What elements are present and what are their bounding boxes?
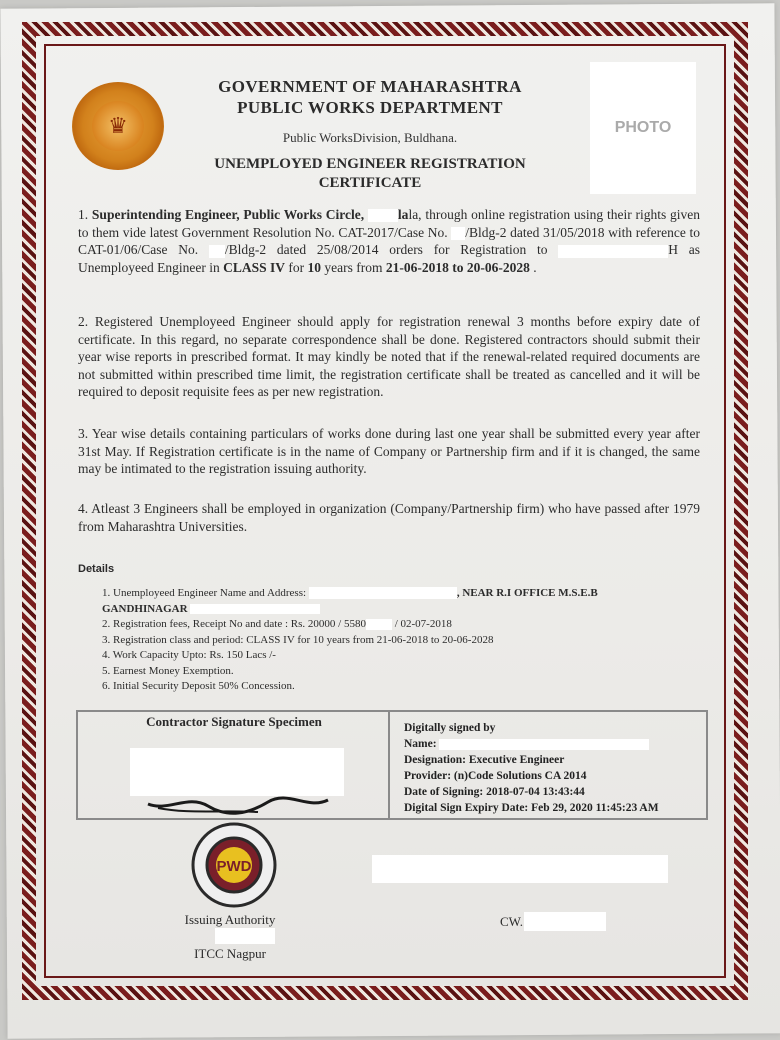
- details-item-2-date: / 02-07-2018: [394, 618, 452, 630]
- redacted-signer-name: [439, 739, 649, 750]
- p1-text-f: H as Unemployeed Engineer in: [78, 242, 700, 275]
- certificate-title-line1: UNEMPLOYED ENGINEER REGISTRATION: [214, 156, 526, 172]
- issuing-authority: Issuing Authority: [184, 912, 276, 927]
- details-item-1-label: 1. Unemployeed Engineer Name and Address:: [102, 587, 307, 599]
- digital-signature-panel: [404, 720, 704, 816]
- paragraph-4: 4. Atleast 3 Engineers shall be employed in organization (Company/Partnership firm) who have passed after 1979 from Maharashtra Universities.: [78, 501, 700, 534]
- p1-class: CLASS IV: [223, 259, 285, 275]
- redacted-address: [309, 587, 457, 599]
- redacted-cw: [524, 912, 606, 931]
- p1-years-from: years from: [321, 259, 386, 275]
- signer-provider: Provider: (n)Code Solutions CA 2014: [404, 770, 587, 782]
- details-item-1-cont: [102, 602, 662, 618]
- details-item-3: 3. Registration class and period: CLASS IV for 10 years from 21-06-2018 to 20-06-2028: [102, 633, 494, 646]
- signing-date: Date of Signing: 2018-07-04 13:43:44: [404, 786, 585, 798]
- paragraph-3: 3. Year wise details containing particulars of works done during last one year shall be submitted every year after 31st May. If Registration certificate is in the name of Company or Partnership firm and if it is changed, the same may be intimated to the registration issuing authority.: [78, 426, 700, 477]
- p1-end: .: [529, 259, 537, 275]
- p1-text-c: la, through online registration using their rights given to them vide latest Government Resolution No. CAT-2017/Case No.: [78, 207, 701, 240]
- redacted-stamp: [372, 855, 668, 883]
- details-title: Details: [78, 563, 115, 575]
- redacted-name: [558, 245, 668, 258]
- specimen-title: Contractor Signature Specimen: [146, 714, 322, 729]
- signer-name-row: [404, 736, 704, 752]
- p1-text-d: /Bldg-2 dated 31/05/2018 with reference to CAT-01/06/Case No.: [78, 224, 701, 258]
- signature-box: [76, 710, 708, 820]
- signature-scribble-icon: [138, 790, 338, 816]
- pwd-seal-text: PWD: [216, 858, 252, 875]
- paragraph-1: 1. Superintending Engineer, Public Works Circle, lala, through online registration using their rights given to them vide latest Government Resolution No. CAT-2017/Case No. /Bldg-2 dated 31/05/2018 with reference to CAT-01/06/Case No. /Bldg-2 dated 25/08/2014 orders for Registration to H as Unemployeed Engineer in CLASS IV for 10 years from 21-06-2018 to 20-06-2028 .: [78, 207, 701, 275]
- details-item-1-address: , NEAR R.I OFFICE M.S.E.B: [456, 587, 598, 599]
- emblem-center-icon: ♛: [92, 101, 144, 151]
- government-title: GOVERNMENT OF MAHARASHTRA: [218, 77, 522, 96]
- redacted-block: [451, 227, 465, 240]
- header-block: [140, 76, 600, 118]
- digitally-signed-by: Digitally signed by: [404, 722, 496, 734]
- pwd-seal-icon: [190, 822, 278, 908]
- p1-for: for: [285, 259, 308, 275]
- details-item-4: 4. Work Capacity Upto: Rs. 150 Lacs /-: [102, 649, 276, 661]
- sign-expiry-date: Digital Sign Expiry Date: Feb 29, 2020 11:45:23 AM: [404, 802, 659, 814]
- p1-text-e: /Bldg-2 dated 25/08/2014 orders for Registration to: [224, 242, 548, 258]
- signer-name-label: Name:: [404, 738, 437, 750]
- certificate-title: [170, 155, 570, 193]
- photo-placeholder: [590, 62, 696, 194]
- cw-label: CW.: [500, 914, 523, 929]
- itcc-location: ITCC Nagpur: [194, 946, 266, 961]
- redacted-issuer: [215, 928, 275, 944]
- division-line: Public WorksDivision, Buldhana.: [282, 130, 458, 145]
- redacted-receipt: [366, 619, 392, 630]
- signer-designation: Designation: Executive Engineer: [404, 754, 565, 766]
- paragraph-2: 2. Registered Unemployeed Engineer should apply for registration renewal 3 months before expiry date of certificate. In this regard, no separate correspondence shall be done. Registered contractors should submit their year wise reports in prescribed format. It may kindly be noted that if the renewal-related required documents are not submitted within prescribed time limit, the registration certificate shall be treated as cancelled and it will be required to deposit requisite fees as per new registration.: [78, 314, 700, 400]
- p1-number: 1.: [78, 207, 92, 222]
- redacted-block: [209, 245, 225, 258]
- details-item-6: 6. Initial Security Deposit 50% Concession.: [102, 680, 295, 692]
- certificate-title-line2: CERTIFICATE: [318, 175, 422, 191]
- redacted-block: [368, 209, 398, 222]
- p1-years-count: 10: [307, 259, 321, 275]
- p1-authority: Superintending Engineer, Public Works Circle,: [91, 207, 365, 222]
- details-item-1: [102, 586, 662, 602]
- details-item-5: 5. Earnest Money Exemption.: [102, 664, 234, 677]
- details-item-2-label: 2. Registration fees, Receipt No and date : Rs. 20000 / 5580: [102, 618, 366, 630]
- department-title: PUBLIC WORKS DEPARTMENT: [237, 98, 503, 117]
- details-item-2: [102, 617, 662, 633]
- details-list: [102, 586, 662, 695]
- signature-specimen-panel: [78, 712, 390, 818]
- redacted-address-2: [190, 604, 320, 614]
- p1-period: 21-06-2018 to 20-06-2028: [385, 259, 530, 275]
- details-item-1-locality: GANDHINAGAR: [102, 602, 188, 615]
- redacted-signature: [130, 748, 344, 796]
- photo-label: PHOTO: [614, 119, 672, 136]
